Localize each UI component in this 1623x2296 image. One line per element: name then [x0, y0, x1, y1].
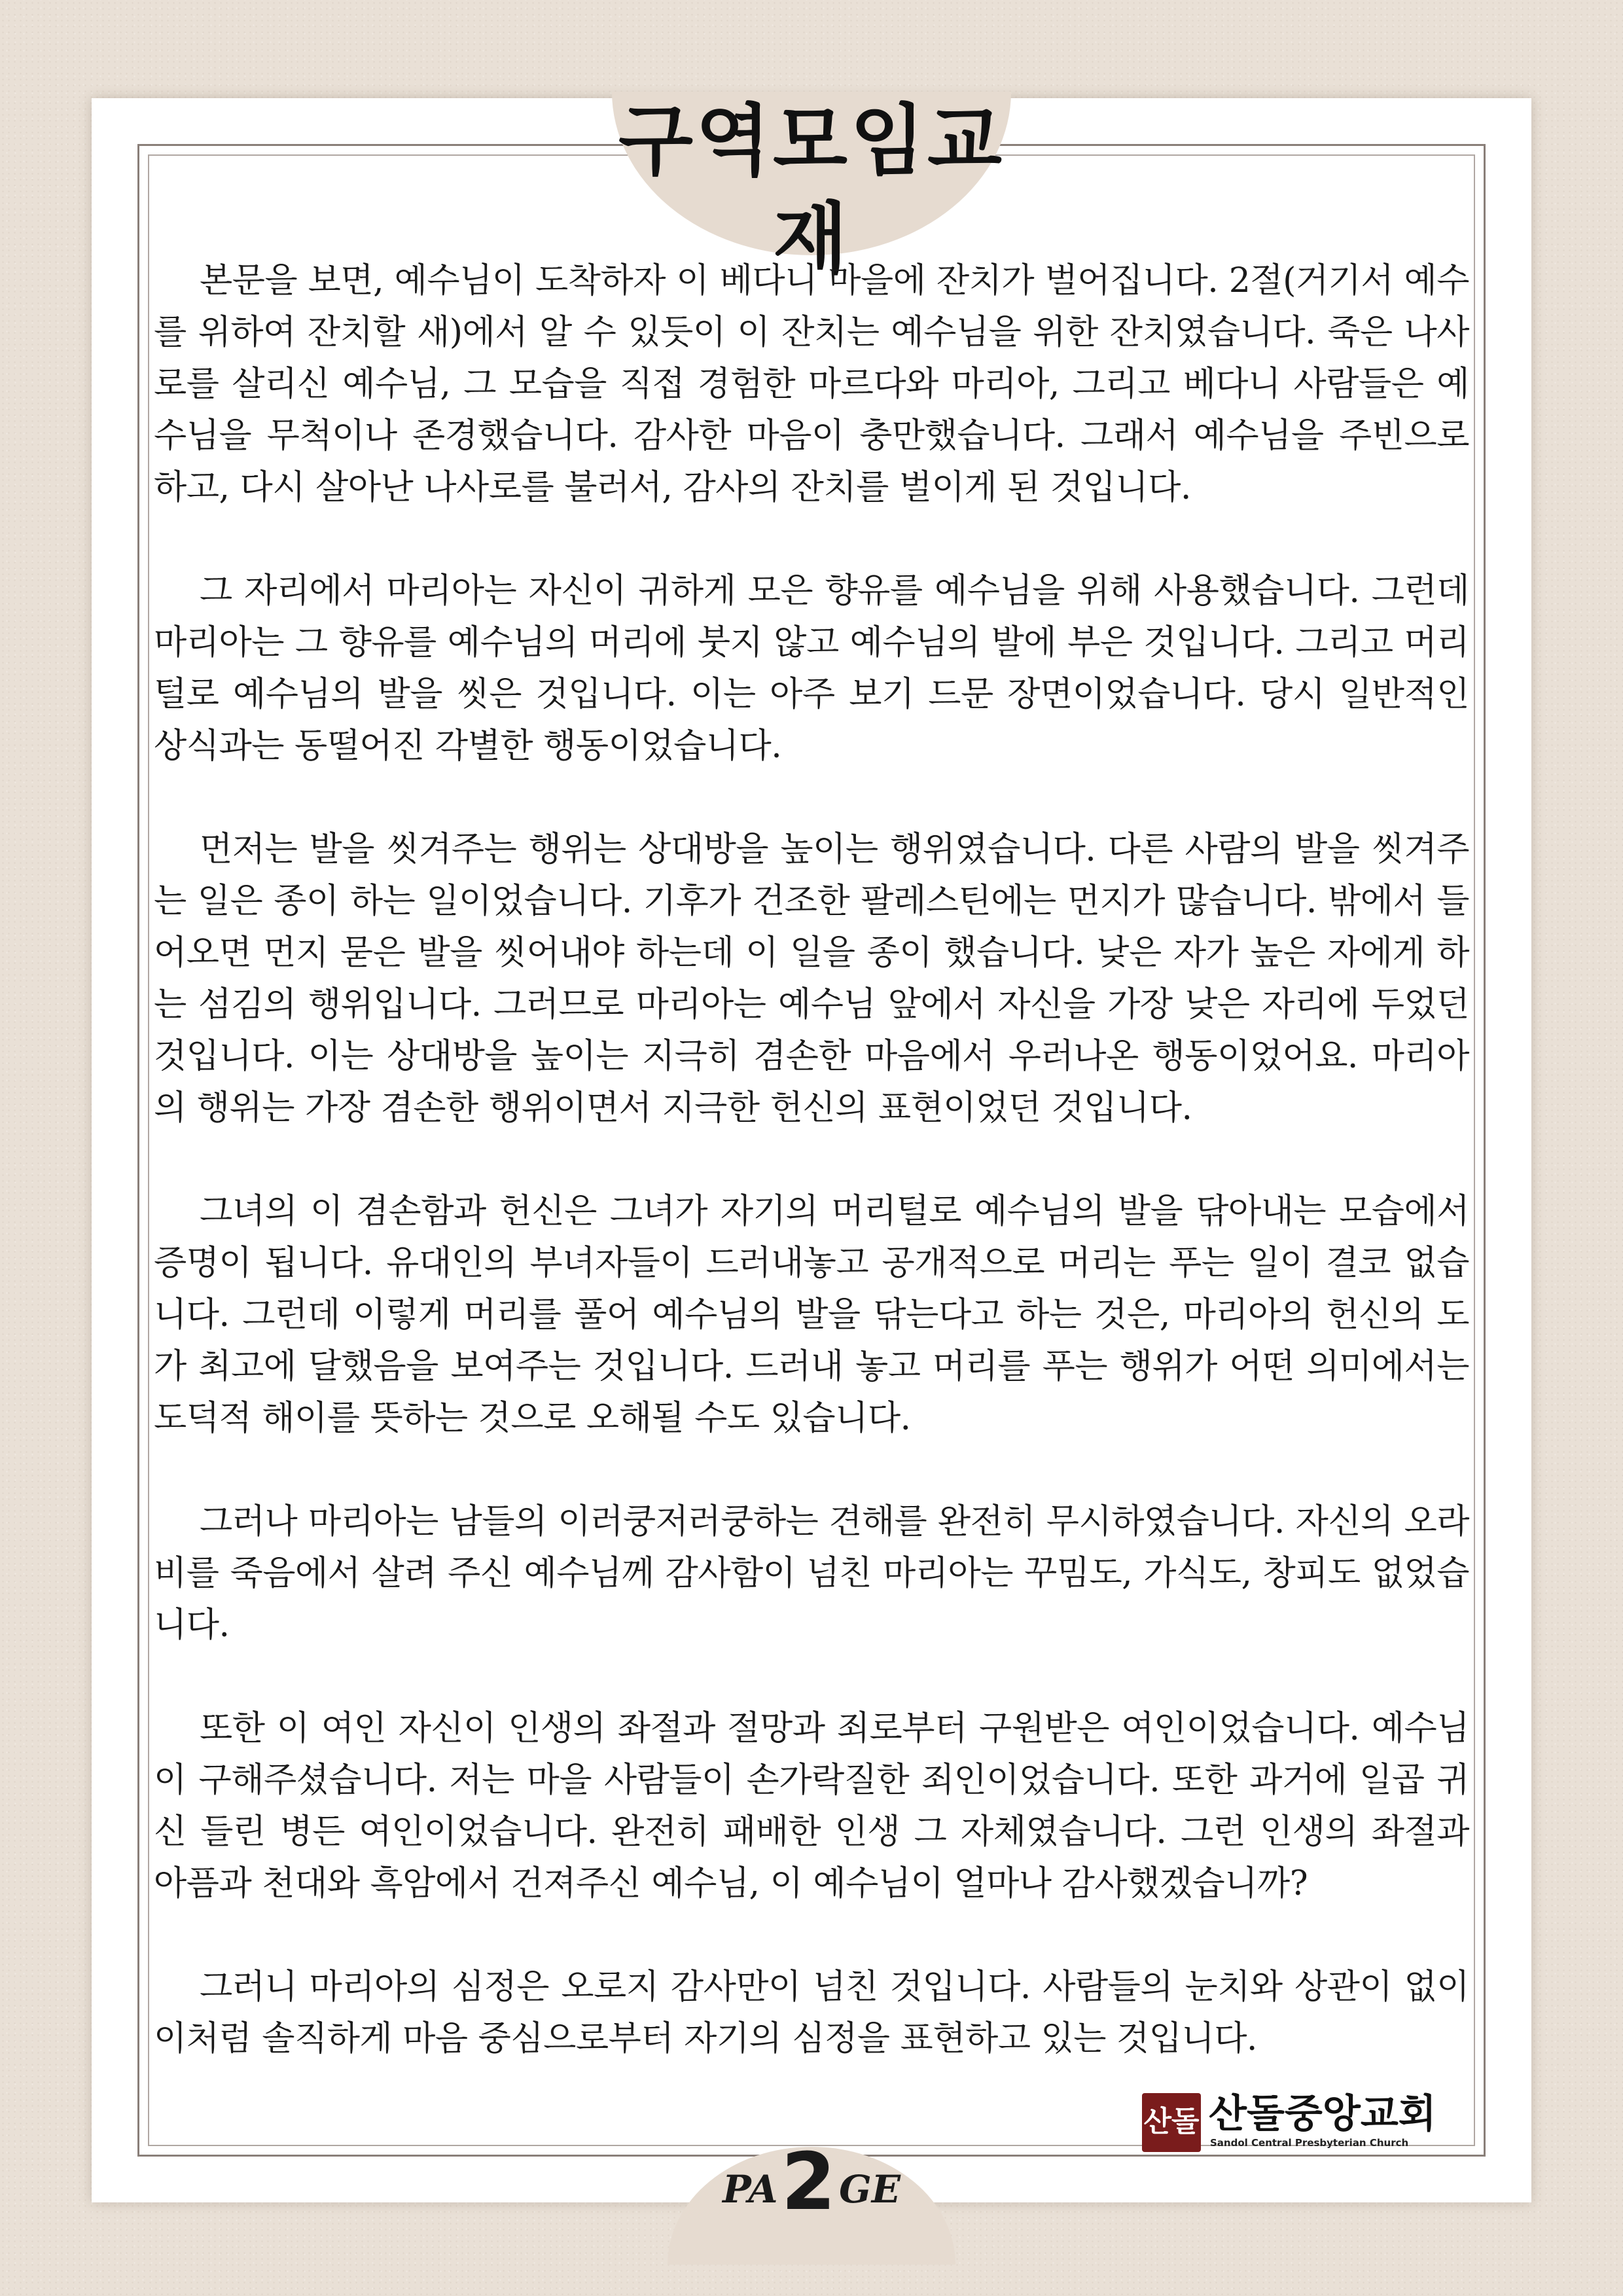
paragraph-6: 또한 이 여인 자신이 인생의 좌절과 절망과 죄로부터 구원받은 여인이었습니다. 예수님이 구해주셨습니다. 저는 마을 사람들이 손가락질한 죄인이었습니다. 또한 과거에 일곱 귀신 들린 병든 여인이었습니다. 완전히 패배한 인생 그 자체였습니다. 그런 인생의 좌절과 아픔과 천대와 흑암에서 건져주신 예수님, 이 예수님이 얼마나 감사했겠습니까?: [154, 1709, 1469, 1903]
page-title: 구역모임교재: [618, 96, 1005, 284]
page-number: [687, 2137, 936, 2228]
page-suffix: GE: [839, 2167, 901, 2212]
body-text: [154, 255, 1469, 2065]
church-logo-icon: [1142, 2093, 1201, 2152]
paragraph-4: 그녀의 이 겸손함과 헌신은 그녀가 자기의 머리털로 예수님의 발을 닦아내는 모습에서 증명이 됩니다. 유대인의 부녀자들이 드러내놓고 공개적으로 머리는 푸는 일이 결코 없습니다. 그런데 이렇게 머리를 풀어 예수님의 발을 닦는다고 하는 것은, 마리아의 헌신의 도가 최고에 달했음을 보여주는 것입니다. 드러내 놓고 머리를 푸는 행위가 어떤 의미에서는 도덕적 해이를 뜻하는 것으로 오해될 수도 있습니다.: [154, 1192, 1469, 1438]
paragraph-3: 먼저는 발을 씻겨주는 행위는 상대방을 높이는 행위였습니다. 다른 사람의 발을 씻겨주는 일은 종이 하는 일이었습니다. 기후가 건조한 팔레스틴에는 먼지가 많습니다. 밖에서 들어오면 먼지 묻은 발을 씻어내야 하는데 이 일을 종이 했습니다. 낮은 자가 높은 자에게 하는 섬김의 행위입니다. 그러므로 마리아는 예수님 앞에서 자신을 가장 낮은 자리에 두었던 것입니다. 이는 상대방을 높이는 지극히 겸손한 마음에서 우러나온 행동이었어요. 마리아의 행위는 가장 겸손한 행위이면서 지극한 헌신의 표현이었던 것입니다.: [154, 830, 1470, 1128]
church-logo: [1142, 2091, 1456, 2157]
logo-mark-text: 산돌: [1143, 2105, 1200, 2138]
church-name-en: Sandol Central Presbyterian Church: [1210, 2137, 1409, 2149]
paragraph-5: 그러나 마리아는 남들의 이러쿵저러쿵하는 견해를 완전히 무시하였습니다. 자신의 오라비를 죽음에서 살려 주신 예수님께 감사함이 넘친 마리아는 꾸밈도, 가식도, 창피도 없었습니다.: [154, 1502, 1469, 1645]
paragraph-1: 본문을 보면, 예수님이 도착하자 이 베다니 마을에 잔치가 벌어집니다. 2절(거기서 예수를 위하여 잔치할 새)에서 알 수 있듯이 이 잔치는 예수님을 위한 잔치였습니다. 죽은 나사로를 살리신 예수님, 그 모습을 직접 경험한 마르다와 마리아, 그리고 베다니 사람들은 예수님을 무척이나 존경했습니다. 감사한 마음이 충만했습니다. 그래서 예수님을 주빈으로 하고, 다시 살아난 나사로를 불러서, 감사의 잔치를 벌이게 된 것입니다.: [154, 261, 1469, 507]
paragraph-7: 그러니 마리아의 심정은 오로지 감사만이 넘친 것입니다. 사람들의 눈치와 상관이 없이 이처럼 솔직하게 마음 중심으로부터 자기의 심정을 표현하고 있는 것입니다.: [154, 1967, 1469, 2058]
paragraph-2: 그 자리에서 마리아는 자신이 귀하게 모은 향유를 예수님을 위해 사용했습니다. 그런데 마리아는 그 향유를 예수님의 머리에 붓지 않고 예수님의 발에 부은 것입니다. 그리고 머리털로 예수님의 발을 씻은 것입니다. 이는 아주 보기 드문 장면이었습니다. 당시 일반적인 상식과는 동떨어진 각별한 행동이었습니다.: [154, 571, 1469, 766]
page-prefix: PA: [722, 2167, 778, 2212]
page-number-value: 2: [781, 2137, 836, 2228]
church-name: 산돌중앙교회: [1209, 2091, 1436, 2137]
